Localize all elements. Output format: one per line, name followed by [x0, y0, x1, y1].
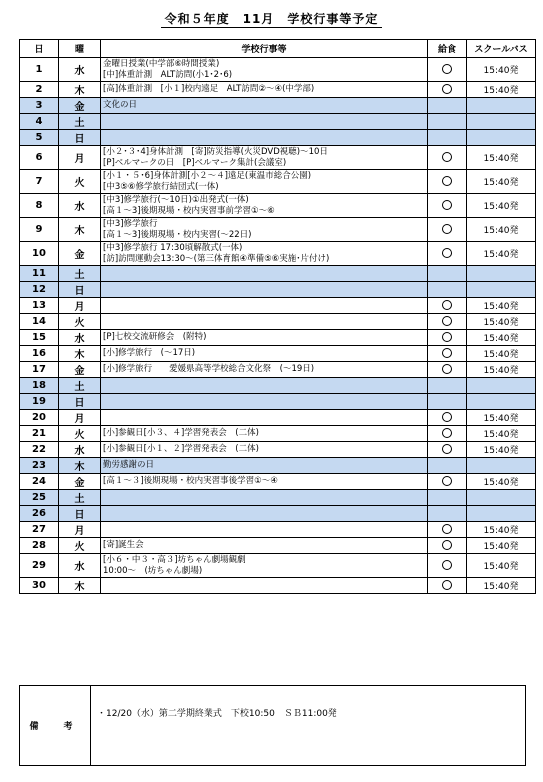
bus-cell: [467, 130, 536, 146]
meal-cell: [428, 394, 467, 410]
events-cell: [101, 146, 428, 170]
table-row: [20, 282, 536, 298]
weekday-cell: 木: [59, 82, 101, 98]
meal-cell: [428, 218, 467, 242]
meal-cell: [428, 114, 467, 130]
table-row: [20, 346, 536, 362]
bus-cell: [467, 490, 536, 506]
day-cell: 4: [20, 114, 59, 130]
meal-cell: [428, 538, 467, 554]
bus-cell: 15:40発: [467, 146, 536, 170]
event-line: 10:00～ (坊ちゃん劇場): [103, 565, 203, 576]
table-row: [20, 114, 536, 130]
day-cell: 10: [20, 242, 59, 266]
bus-cell: 15:40発: [467, 170, 536, 194]
events-cell: [101, 458, 428, 474]
table-row: [20, 266, 536, 282]
meal-circle-icon: [442, 332, 452, 342]
header-bus: スクールバス: [467, 40, 536, 58]
events-cell: [101, 282, 428, 298]
events-cell: [101, 394, 428, 410]
table-row: [20, 578, 536, 594]
weekday-cell: 木: [59, 578, 101, 594]
bus-cell: [467, 378, 536, 394]
table-row: [20, 314, 536, 330]
meal-cell: [428, 282, 467, 298]
day-cell: 2: [20, 82, 59, 98]
event-line: [小１・５･6]身体計測[小２～４]遠足(東温市総合公園): [103, 170, 312, 181]
event-line: [訪]訪問運動会13:30～(第三体育館④準備⑤⑥実施･片付け): [103, 253, 330, 264]
events-cell: [101, 170, 428, 194]
event-line: 勤労感謝の日: [103, 460, 155, 470]
notes-table: [19, 685, 526, 766]
bus-cell: [467, 506, 536, 522]
table-row: [20, 330, 536, 346]
weekday-cell: 火: [59, 170, 101, 194]
bus-cell: 15:40発: [467, 82, 536, 98]
notes-label: 備 考: [20, 686, 91, 766]
event-line: [中]体重計測 ALT訪問(小1･2･6): [103, 69, 233, 80]
table-row: [20, 218, 536, 242]
bus-cell: 15:40発: [467, 362, 536, 378]
bus-cell: 15:40発: [467, 346, 536, 362]
day-cell: 25: [20, 490, 59, 506]
header-day: 日: [20, 40, 59, 58]
weekday-cell: 日: [59, 394, 101, 410]
weekday-cell: 水: [59, 58, 101, 82]
weekday-cell: 日: [59, 506, 101, 522]
day-cell: 5: [20, 130, 59, 146]
table-row: [20, 442, 536, 458]
event-line: [小]参観日[小３、４]学習発表会 (二体): [103, 428, 259, 438]
events-cell: [101, 242, 428, 266]
meal-cell: [428, 146, 467, 170]
events-cell: [101, 314, 428, 330]
day-cell: 1: [20, 58, 59, 82]
events-cell: [101, 474, 428, 490]
meal-circle-icon: [442, 428, 452, 438]
meal-circle-icon: [442, 524, 452, 534]
table-row: [20, 506, 536, 522]
table-row: [20, 242, 536, 266]
meal-cell: [428, 98, 467, 114]
table-row: [20, 58, 536, 82]
day-cell: 12: [20, 282, 59, 298]
meal-circle-icon: [442, 412, 452, 422]
table-row: [20, 98, 536, 114]
meal-cell: [428, 522, 467, 538]
weekday-cell: 金: [59, 98, 101, 114]
meal-circle-icon: [442, 580, 452, 590]
weekday-cell: 火: [59, 538, 101, 554]
meal-circle-icon: [442, 316, 452, 326]
weekday-cell: 水: [59, 554, 101, 578]
meal-cell: [428, 130, 467, 146]
bus-cell: [467, 114, 536, 130]
event-line: [高]体重計測 [小１]校内遠足 ALT訪問②～④(中学部): [103, 84, 315, 94]
bus-cell: 15:40発: [467, 554, 536, 578]
table-row: [20, 298, 536, 314]
bus-cell: 15:40発: [467, 298, 536, 314]
meal-circle-icon: [442, 84, 452, 94]
weekday-cell: 土: [59, 114, 101, 130]
meal-circle-icon: [442, 444, 452, 454]
meal-circle-icon: [442, 540, 452, 550]
table-row: [20, 458, 536, 474]
day-cell: 9: [20, 218, 59, 242]
day-cell: 20: [20, 410, 59, 426]
bus-cell: [467, 458, 536, 474]
event-line: 金曜日授業(中学部⑥時間授業): [103, 58, 220, 69]
meal-cell: [428, 490, 467, 506]
event-line: [小]参観日[小１、２]学習発表会 (二体): [103, 444, 259, 454]
meal-cell: [428, 82, 467, 98]
events-cell: [101, 218, 428, 242]
weekday-cell: 水: [59, 330, 101, 346]
weekday-cell: 土: [59, 266, 101, 282]
day-cell: 27: [20, 522, 59, 538]
meal-cell: [428, 578, 467, 594]
day-cell: 24: [20, 474, 59, 490]
meal-cell: [428, 362, 467, 378]
meal-circle-icon: [442, 224, 452, 234]
weekday-cell: 月: [59, 146, 101, 170]
meal-circle-icon: [442, 64, 452, 74]
day-cell: 6: [20, 146, 59, 170]
day-cell: 11: [20, 266, 59, 282]
table-row: [20, 362, 536, 378]
bus-cell: 15:40発: [467, 194, 536, 218]
event-line: [中3]修学旅行(～10日)①出発式(一体): [103, 194, 249, 205]
events-cell: [101, 194, 428, 218]
table-row: [20, 170, 536, 194]
day-cell: 19: [20, 394, 59, 410]
meal-cell: [428, 506, 467, 522]
events-cell: [101, 82, 428, 98]
bus-cell: 15:40発: [467, 330, 536, 346]
bus-cell: [467, 266, 536, 282]
bus-cell: 15:40発: [467, 314, 536, 330]
event-line: [高１～3]後期現場・校内実習事前学習①～⑥: [103, 205, 275, 216]
meal-cell: [428, 458, 467, 474]
events-cell: [101, 266, 428, 282]
meal-cell: [428, 266, 467, 282]
weekday-cell: 木: [59, 346, 101, 362]
meal-cell: [428, 474, 467, 490]
meal-cell: [428, 58, 467, 82]
event-line: [寄]誕生会: [103, 540, 144, 550]
meal-circle-icon: [442, 476, 452, 486]
event-line: [高１～3]後期現場・校内実習(～22日): [103, 229, 252, 240]
events-cell: [101, 130, 428, 146]
events-cell: [101, 362, 428, 378]
events-cell: [101, 114, 428, 130]
events-cell: [101, 426, 428, 442]
events-cell: [101, 298, 428, 314]
events-cell: [101, 410, 428, 426]
page-title: 令和５年度 11月 学校行事等予定: [0, 10, 543, 27]
weekday-cell: 土: [59, 378, 101, 394]
meal-cell: [428, 330, 467, 346]
table-row: [20, 426, 536, 442]
bus-cell: 15:40発: [467, 426, 536, 442]
meal-circle-icon: [442, 152, 452, 162]
bus-cell: [467, 282, 536, 298]
event-line: [中3⑤⑥修学旅行結団式(一体): [103, 181, 219, 192]
meal-circle-icon: [442, 200, 452, 210]
meal-cell: [428, 442, 467, 458]
day-cell: 21: [20, 426, 59, 442]
schedule-body: [20, 58, 536, 594]
bus-cell: 15:40発: [467, 578, 536, 594]
day-cell: 22: [20, 442, 59, 458]
events-cell: [101, 442, 428, 458]
day-cell: 17: [20, 362, 59, 378]
weekday-cell: 土: [59, 490, 101, 506]
day-cell: 3: [20, 98, 59, 114]
bus-cell: 15:40発: [467, 58, 536, 82]
day-cell: 16: [20, 346, 59, 362]
events-cell: [101, 506, 428, 522]
table-row: [20, 194, 536, 218]
table-row: [20, 538, 536, 554]
event-line: [小６・中３・高３]坊ちゃん劇場観劇: [103, 554, 246, 565]
header-row: [20, 40, 536, 58]
meal-circle-icon: [442, 560, 452, 570]
day-cell: 14: [20, 314, 59, 330]
meal-cell: [428, 298, 467, 314]
meal-cell: [428, 346, 467, 362]
events-cell: [101, 378, 428, 394]
day-cell: 18: [20, 378, 59, 394]
meal-cell: [428, 242, 467, 266]
table-row: [20, 554, 536, 578]
bus-cell: 15:40発: [467, 442, 536, 458]
events-cell: [101, 58, 428, 82]
event-line: [P]ベルマークの日 [P]ベルマーク集計(会議室): [103, 157, 287, 168]
day-cell: 29: [20, 554, 59, 578]
meal-circle-icon: [442, 348, 452, 358]
table-row: [20, 130, 536, 146]
bus-cell: 15:40発: [467, 218, 536, 242]
table-row: [20, 410, 536, 426]
bus-cell: 15:40発: [467, 474, 536, 490]
header-weekday: 曜: [59, 40, 101, 58]
event-line: 文化の日: [103, 100, 138, 110]
bus-cell: 15:40発: [467, 538, 536, 554]
weekday-cell: 火: [59, 314, 101, 330]
weekday-cell: 金: [59, 474, 101, 490]
events-cell: [101, 538, 428, 554]
events-cell: [101, 554, 428, 578]
table-row: [20, 146, 536, 170]
events-cell: [101, 330, 428, 346]
event-line: [中3]修学旅行: [103, 218, 158, 229]
schedule-table: [19, 39, 536, 594]
day-cell: 23: [20, 458, 59, 474]
weekday-cell: 金: [59, 242, 101, 266]
meal-circle-icon: [442, 300, 452, 310]
weekday-cell: 木: [59, 218, 101, 242]
meal-cell: [428, 194, 467, 218]
meal-circle-icon: [442, 364, 452, 374]
weekday-cell: 月: [59, 298, 101, 314]
day-cell: 26: [20, 506, 59, 522]
weekday-cell: 日: [59, 282, 101, 298]
weekday-cell: 火: [59, 426, 101, 442]
table-row: [20, 82, 536, 98]
header-meal: 給食: [428, 40, 467, 58]
table-row: [20, 474, 536, 490]
meal-circle-icon: [442, 248, 452, 258]
meal-cell: [428, 554, 467, 578]
events-cell: [101, 522, 428, 538]
day-cell: 28: [20, 538, 59, 554]
events-cell: [101, 578, 428, 594]
events-cell: [101, 98, 428, 114]
bus-cell: 15:40発: [467, 242, 536, 266]
weekday-cell: 水: [59, 442, 101, 458]
day-cell: 8: [20, 194, 59, 218]
bus-cell: 15:40発: [467, 522, 536, 538]
events-cell: [101, 346, 428, 362]
table-row: [20, 522, 536, 538]
day-cell: 15: [20, 330, 59, 346]
event-line: [小２･３･4]身体計測 [寄]防災指導(火災DVD視聴)～10日: [103, 146, 328, 157]
day-cell: 13: [20, 298, 59, 314]
day-cell: 30: [20, 578, 59, 594]
events-cell: [101, 490, 428, 506]
weekday-cell: 月: [59, 410, 101, 426]
table-row: [20, 490, 536, 506]
event-line: [小]修学旅行 愛媛県高等学校総合文化祭 (～19日): [103, 364, 315, 374]
bus-cell: [467, 98, 536, 114]
meal-cell: [428, 426, 467, 442]
weekday-cell: 日: [59, 130, 101, 146]
event-line: [P]七校交流研修会 (附特): [103, 332, 207, 342]
meal-circle-icon: [442, 176, 452, 186]
table-row: [20, 394, 536, 410]
weekday-cell: 金: [59, 362, 101, 378]
meal-cell: [428, 410, 467, 426]
notes-text: ・12/20（水）第二学期終業式 下校10:50 ＳＢ11:00発: [91, 686, 526, 766]
table-row: [20, 378, 536, 394]
event-line: [高１～３]後期現場・校内実習事後学習①～④: [103, 476, 278, 486]
weekday-cell: 木: [59, 458, 101, 474]
meal-cell: [428, 378, 467, 394]
bus-cell: 15:40発: [467, 410, 536, 426]
weekday-cell: 水: [59, 194, 101, 218]
day-cell: 7: [20, 170, 59, 194]
header-events: 学校行事等: [101, 40, 428, 58]
event-line: [小]修学旅行 (～17日): [103, 348, 196, 358]
event-line: [中3]修学旅行 17:30頃解散式(一体): [103, 242, 243, 253]
bus-cell: [467, 394, 536, 410]
meal-cell: [428, 170, 467, 194]
meal-cell: [428, 314, 467, 330]
weekday-cell: 月: [59, 522, 101, 538]
